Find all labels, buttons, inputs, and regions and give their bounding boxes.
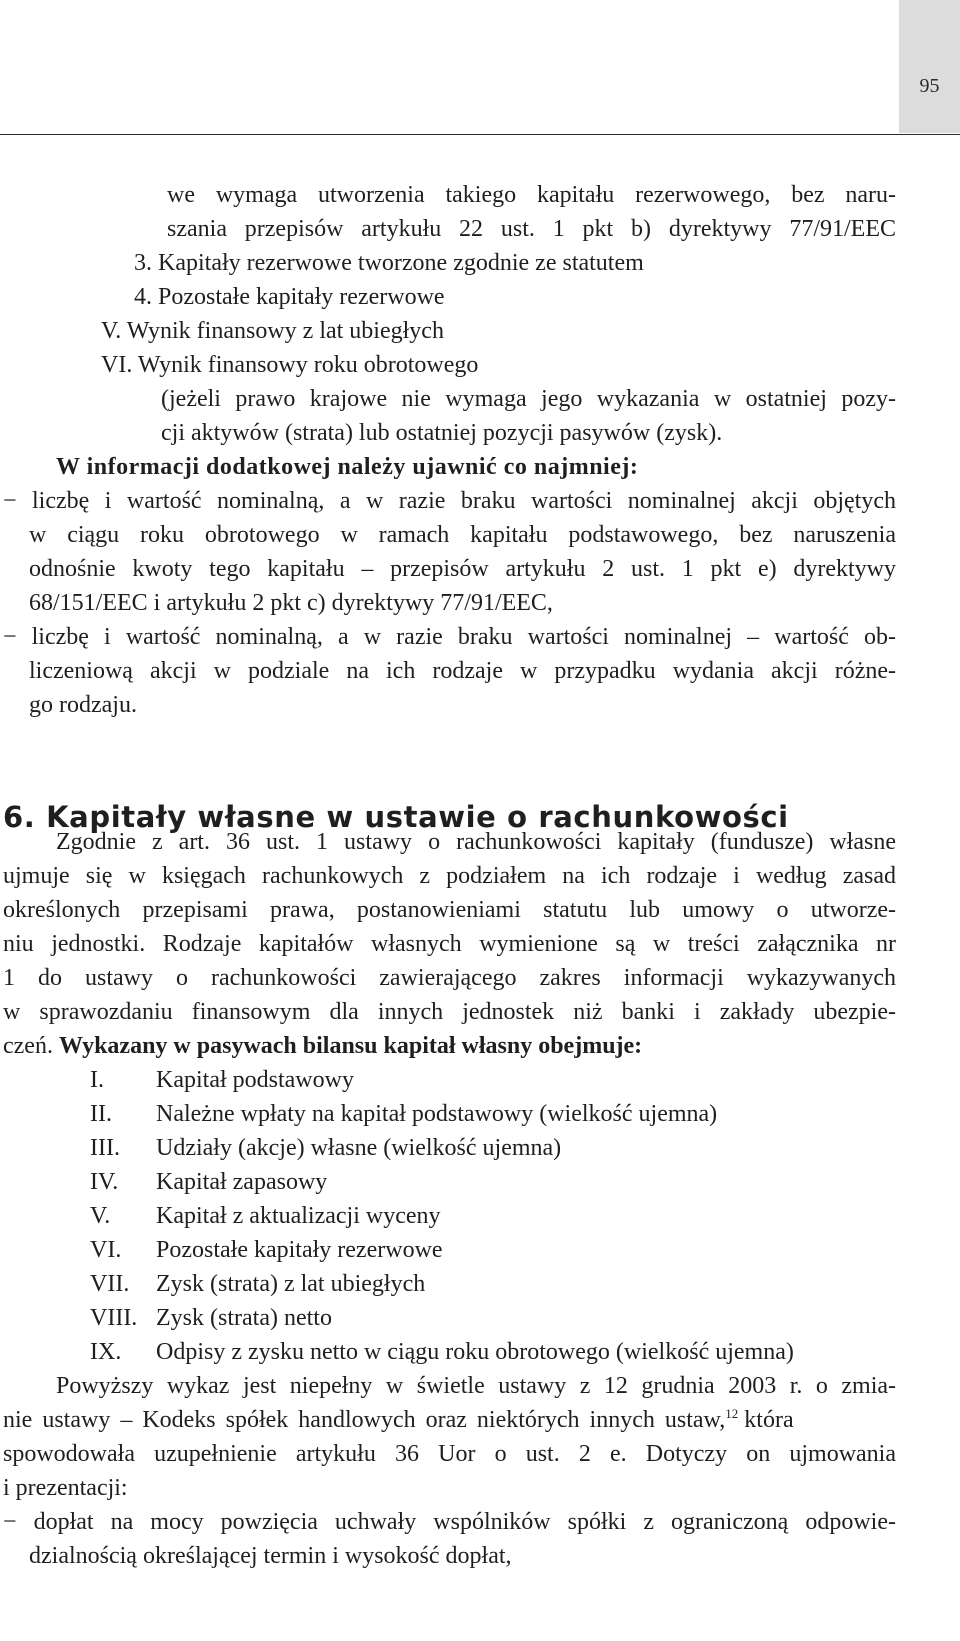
equity-item-label: Kapitał zapasowy xyxy=(156,1169,328,1195)
paragraph-1-line-1: Zgodnie z art. 36 ust. 1 ustawy o rachunkowości kapitały (fundusze) własne xyxy=(56,829,896,855)
disclosure-bullet-1-line-1: − liczbę i wartość nominalną, a w razie braku wartości nominalnej akcji objętych xyxy=(3,488,896,514)
paragraph-1-line-5: 1 do ustawy o rachunkowości zawierającego zakres informacji wykazywanych xyxy=(3,965,896,991)
disclosure-bullet-2-line-2: liczeniową akcji w podziale na ich rodzaje w przypadku wydania akcji różne- xyxy=(29,658,896,684)
item-vi-current-year-result: VI. Wynik finansowy roku obrotowego xyxy=(101,352,479,378)
equity-item-number: VI. xyxy=(90,1237,122,1263)
equity-item-number: VII. xyxy=(90,1271,130,1297)
equity-item-label: Odpisy z zysku netto w ciągu roku obrotowego (wielkość ujemna) xyxy=(156,1339,794,1365)
item-vi-note-line-2: cji aktywów (strata) lub ostatniej pozycji pasywów (zysk). xyxy=(161,420,723,446)
paragraph-1-line-7-text: czeń. xyxy=(3,1033,59,1059)
capital-contribution-bullet-line-2: dzialnością określającej termin i wysokość dopłat, xyxy=(29,1543,512,1569)
equity-item-label: Udziały (akcje) własne (wielkość ujemna) xyxy=(156,1135,562,1161)
paragraph-2-line-1: Powyższy wykaz jest niepełny w świetle ustawy z 12 grudnia 2003 r. o zmia- xyxy=(56,1373,896,1399)
page-number-tab xyxy=(899,0,960,133)
equity-list-intro: Wykazany w pasywach bilansu kapitał własny obejmuje: xyxy=(58,1033,643,1059)
capital-contribution-bullet-line-1: − dopłat na mocy powzięcia uchwały wspólników spółki z ograniczoną odpowie- xyxy=(3,1509,896,1535)
equity-item-number: IX. xyxy=(90,1339,122,1365)
equity-item-label: Pozostałe kapitały rezerwowe xyxy=(156,1237,443,1263)
equity-item-label: Zysk (strata) netto xyxy=(156,1305,332,1331)
equity-item-number: IV. xyxy=(90,1169,119,1195)
page-number: 95 xyxy=(919,75,940,97)
equity-item-label: Kapitał podstawowy xyxy=(156,1067,354,1093)
disclosure-bullet-1-line-3: odnośnie kwoty tego kapitału – przepisów artykułu 2 ust. 1 pkt e) dyrektywy xyxy=(29,556,896,582)
paragraph-1-line-2: ujmuje się w księgach rachunkowych z podziałem na ich rodzaje i według zasad xyxy=(3,863,896,889)
disclosure-heading: W informacji dodatkowej należy ujawnić co najmniej: xyxy=(56,454,639,480)
disclosure-bullet-2-line-1: − liczbę i wartość nominalną, a w razie braku wartości nominalnej – wartość ob- xyxy=(3,624,896,650)
equity-item-label: Kapitał z aktualizacji wyceny xyxy=(156,1203,441,1229)
disclosure-bullet-2-line-3: go rodzaju. xyxy=(29,692,137,718)
paragraph-2-line-2-end: która xyxy=(738,1407,794,1433)
disclosure-bullet-1-line-4: 68/151/EEC i artykułu 2 pkt c) dyrektywy 77/91/EEC, xyxy=(29,590,553,616)
equity-item-number: II. xyxy=(90,1101,112,1127)
paragraph-2-line-2 xyxy=(3,1403,896,1437)
equity-item-label: Należne wpłaty na kapitał podstawowy (wielkość ujemna) xyxy=(156,1101,718,1127)
section-heading: 6. Kapitały własne w ustawie o rachunkowości xyxy=(3,800,789,834)
equity-item-number: V. xyxy=(90,1203,111,1229)
paragraph-1-line-7 xyxy=(3,1029,642,1063)
item-v-prior-year-result: V. Wynik finansowy z lat ubiegłych xyxy=(101,318,444,344)
equity-item-number: VIII. xyxy=(90,1305,138,1331)
continued-line-1: we wymaga utworzenia takiego kapitału rezerwowego, bez naru- xyxy=(167,182,896,208)
paragraph-2-line-3: spowodowała uzupełnienie artykułu 36 Uor o ust. 2 e. Dotyczy on ujmowania xyxy=(3,1441,896,1467)
paragraph-2-line-4: i prezentacji: xyxy=(3,1475,128,1501)
paragraph-1-line-6: w sprawozdaniu finansowym dla innych jednostek niż banki i zakłady ubezpie- xyxy=(3,999,896,1025)
reserve-item-4: 4. Pozostałe kapitały rezerwowe xyxy=(134,284,445,310)
footnote-marker: 12 xyxy=(725,1406,739,1421)
paragraph-1-line-4: niu jednostki. Rodzaje kapitałów własnych wymienione są w treści załącznika nr xyxy=(3,931,896,957)
continued-line-2: szania przepisów artykułu 22 ust. 1 pkt b) dyrektywy 77/91/EEC xyxy=(167,216,896,242)
header-rule xyxy=(0,134,960,135)
paragraph-1-line-3: określonych przepisami prawa, postanowieniami statutu lub umowy o utworze- xyxy=(3,897,896,923)
equity-item-number: I. xyxy=(90,1067,104,1093)
equity-item-label: Zysk (strata) z lat ubiegłych xyxy=(156,1271,426,1297)
equity-item-number: III. xyxy=(90,1135,120,1161)
disclosure-bullet-1-line-2: w ciągu roku obrotowego w ramach kapitału podstawowego, bez naruszenia xyxy=(29,522,896,548)
paragraph-2-line-2-text: nie ustawy – Kodeks spółek handlowych oraz niektórych innych ustaw, xyxy=(3,1407,726,1433)
reserve-item-3: 3. Kapitały rezerwowe tworzone zgodnie ze statutem xyxy=(134,250,644,276)
item-vi-note-line-1: (jeżeli prawo krajowe nie wymaga jego wykazania w ostatniej pozy- xyxy=(161,386,896,412)
